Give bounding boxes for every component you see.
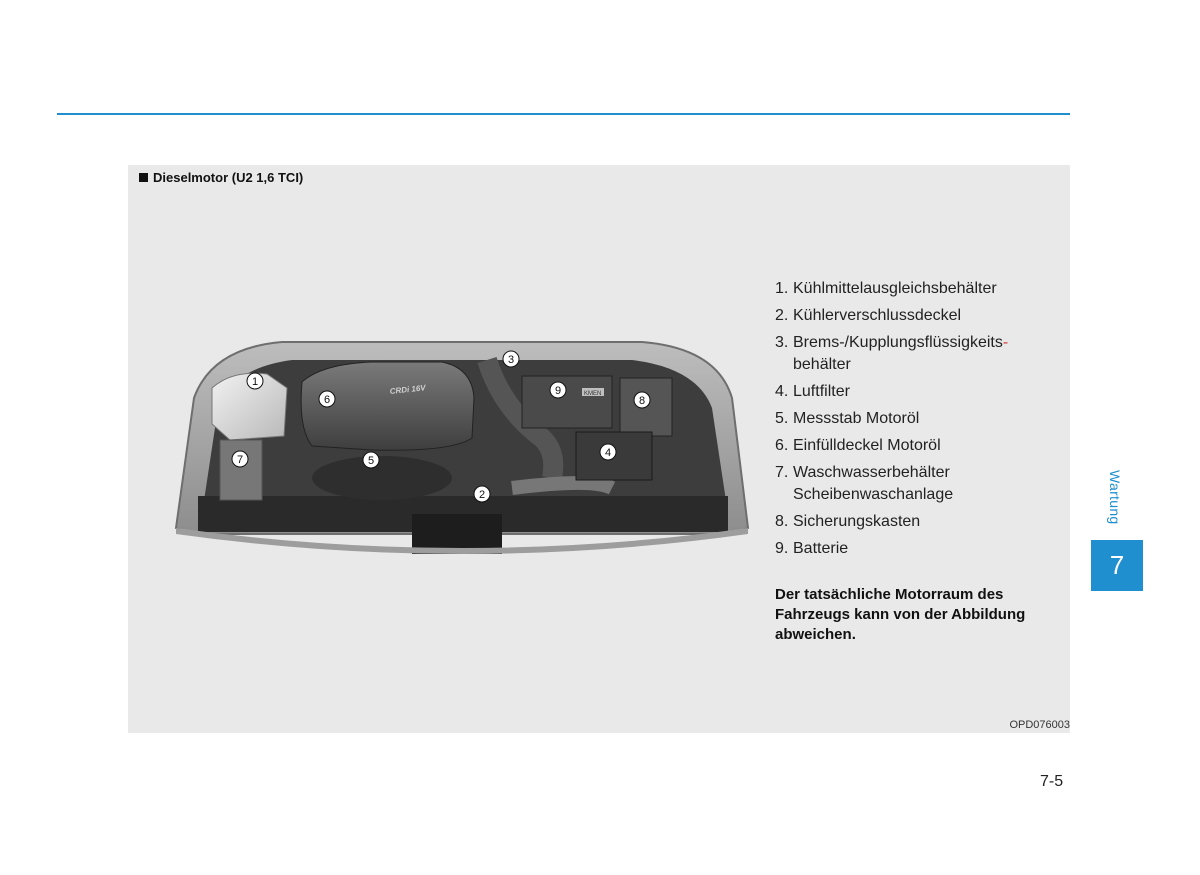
callout-7-text: 7 bbox=[236, 454, 244, 466]
square-bullet-icon bbox=[139, 173, 148, 182]
callout-5 bbox=[363, 452, 379, 468]
callout-6 bbox=[319, 391, 335, 407]
legend-item: 4. Luftfilter bbox=[775, 383, 850, 400]
callout-8 bbox=[634, 392, 650, 408]
chapter-side-label: Wartung bbox=[1107, 470, 1123, 525]
engine-cover-text: CRDi 16V bbox=[389, 383, 427, 396]
callout-9 bbox=[550, 382, 566, 398]
legend-item: 1. Kühlmittelausgleichsbehälter bbox=[775, 280, 997, 297]
fuse-box-text: KMEN bbox=[584, 391, 602, 397]
legend-item: 2. Kühlerverschlussdeckel bbox=[775, 307, 962, 324]
parts-legend bbox=[775, 278, 1065, 565]
callout-3 bbox=[503, 351, 519, 367]
callout-2 bbox=[474, 486, 490, 502]
callout-6-text: 6 bbox=[323, 394, 331, 406]
callout-1 bbox=[247, 373, 263, 389]
hyphen-mark: - bbox=[1002, 334, 1009, 351]
callout-7 bbox=[232, 451, 248, 467]
legend-item: 9. Batterie bbox=[775, 540, 849, 557]
washer-reservoir bbox=[220, 440, 262, 500]
intake-pipe bbox=[512, 483, 612, 488]
legend-item: 5. Messstab Motoröl bbox=[775, 410, 920, 427]
disclaimer-note: Der tatsächliche Motorraum des Fahrzeugs kann von der Abbildung abweichen. bbox=[775, 586, 1026, 643]
legend-item: 6. Einfülldeckel Motoröl bbox=[775, 437, 941, 454]
legend-item: 7. Waschwasserbehälter Scheibenwaschanlage bbox=[775, 464, 954, 503]
callout-9-text: 9 bbox=[554, 385, 562, 397]
callout-4 bbox=[600, 444, 616, 460]
page-number: 7-5 bbox=[1040, 773, 1064, 790]
engine-bay-illustration bbox=[172, 328, 752, 560]
callout-5-text: 5 bbox=[367, 455, 375, 467]
chapter-tab: 7 bbox=[1091, 540, 1143, 591]
battery-block bbox=[522, 376, 612, 428]
callout-3-text: 3 bbox=[507, 354, 515, 366]
legend-item: 3. Brems-/Kupplungsflüssigkeits- behälter bbox=[775, 334, 1009, 373]
legend-item: 8. Sicherungskasten bbox=[775, 513, 921, 530]
figure-panel bbox=[128, 165, 1070, 733]
section-heading bbox=[139, 170, 303, 185]
callout-1-text: 1 bbox=[251, 376, 259, 388]
section-heading-text: Dieselmotor (U2 1,6 TCI) bbox=[153, 170, 304, 185]
oil-area bbox=[312, 456, 452, 500]
callout-2-text: 2 bbox=[478, 489, 486, 501]
top-divider-rule bbox=[57, 113, 1070, 115]
callout-8-text: 8 bbox=[638, 395, 646, 407]
callout-4-text: 4 bbox=[604, 447, 612, 459]
image-code: OPD076003 bbox=[1009, 719, 1070, 731]
